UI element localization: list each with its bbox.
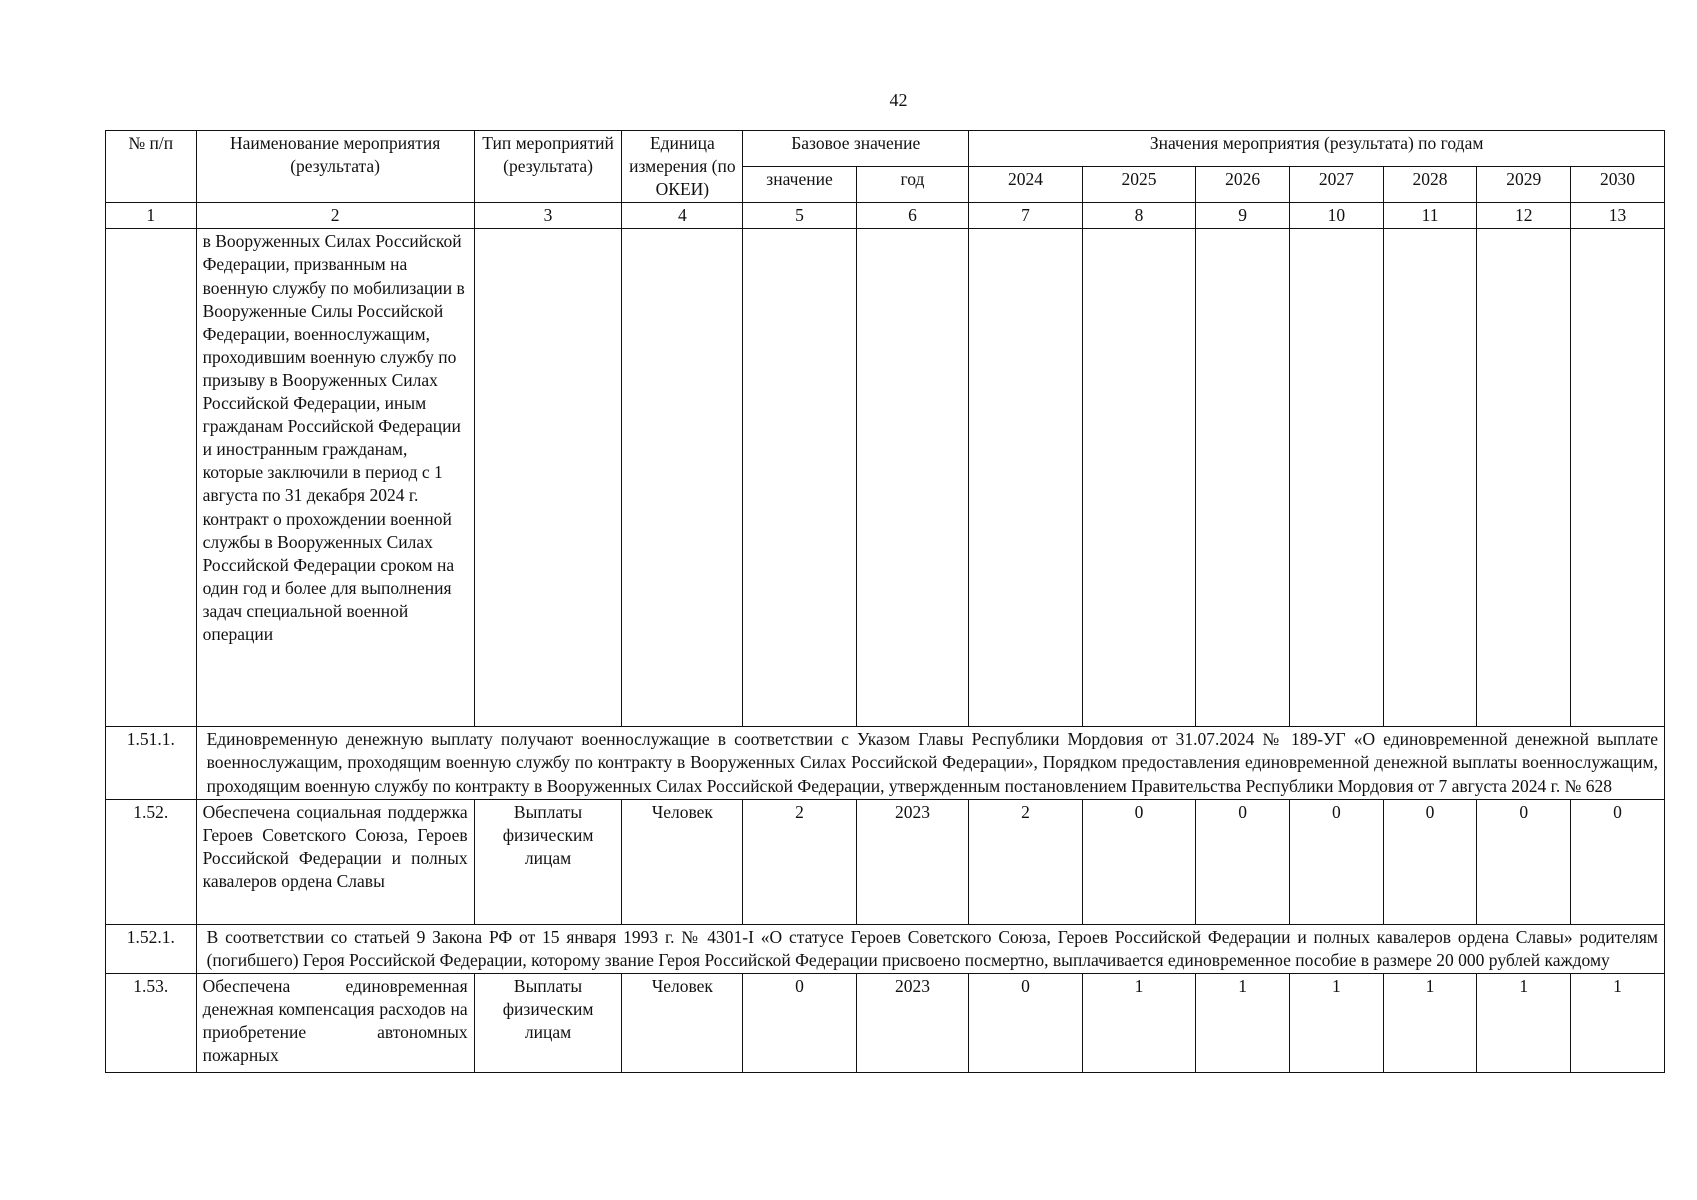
- row-year-value: 1: [1289, 973, 1383, 1072]
- header-base: Базовое значение: [743, 131, 969, 167]
- row-year-value: 1: [1082, 973, 1196, 1072]
- results-table: [105, 130, 1665, 1073]
- row-name: Обеспечена социальная поддержка Героев Советского Союза, Героев Российской Федерации и полных кавалеров ордена Славы: [196, 799, 474, 924]
- row-num: 1.52.1.: [106, 924, 197, 973]
- row-name: Обеспечена единовременная денежная компенсация расходов на приобретение автономных пожарных: [196, 973, 474, 1072]
- header-name: Наименование мероприятия (результата): [196, 131, 474, 203]
- row-num: 1.51.1.: [106, 727, 197, 799]
- header-base-year: год: [856, 167, 968, 203]
- continuation-text: в Вооруженных Силах Российской Федерации, призванным на военную службу по мобилизации в Вооруженные Силы Российской Федерации, военнослужащим, проходившим военную службу по призыву в Вооруженных Силах Российской Федерации, иным гражданам Российской Федерации и иностранным гражданам, которые заключили в период с 1 августа по 31 декабря 2024 г. контракт о прохождении военной службы в Вооруженных Силах Российской Федерации сроком на один год и более для выполнения задач специальной военной операции: [196, 229, 474, 727]
- header-row: [106, 131, 1665, 167]
- note-text: В соответствии со статьей 9 Закона РФ от 15 января 1993 г. № 4301-I «О статусе Героев Советского Союза, Героев Российской Федерации и полных кавалеров ордена Славы» родителям (погибшего) Героя Российской Федерации, которому звание Героя Российской Федерации присвоено посмертно, выплачивается единовременное пособие в размере 20 000 рублей каждому: [196, 924, 1664, 973]
- note-row: [106, 727, 1665, 799]
- page-number: 42: [889, 90, 908, 110]
- continuation-row: [106, 229, 1665, 727]
- column-number: 4: [622, 203, 743, 229]
- column-number: 1: [106, 203, 197, 229]
- column-number: 13: [1571, 203, 1665, 229]
- row-year-value: 2: [969, 799, 1083, 924]
- row-base-value: 2: [743, 799, 857, 924]
- note-row: [106, 924, 1665, 973]
- row-year-value: 0: [1289, 799, 1383, 924]
- row-year-value: 0: [1082, 799, 1196, 924]
- column-number: 9: [1196, 203, 1290, 229]
- column-number: 10: [1289, 203, 1383, 229]
- row-type: Выплаты физическим лицам: [474, 973, 622, 1072]
- note-text: Единовременную денежную выплату получают военнослужащие в соответствии с Указом Главы Республики Мордовия от 31.07.2024 № 189-УГ «О единовременной денежной выплате военнослужащим, проходящим военную службу по контракту в Вооруженных Силах Российской Федерации», Порядком предоставления единовременной денежной выплаты военнослужащим, проходящим военную службу по контракту в Вооруженных Силах Российской Федерации, утвержденным постановлением Правительства Республики Мордовия от 7 августа 2024 г. № 628: [196, 727, 1664, 799]
- row-year-value: 1: [1383, 973, 1477, 1072]
- column-number: 6: [856, 203, 968, 229]
- column-number: 2: [196, 203, 474, 229]
- row-num: 1.53.: [106, 973, 197, 1072]
- row-base-value: 0: [743, 973, 857, 1072]
- column-number: 8: [1082, 203, 1196, 229]
- column-number: 3: [474, 203, 622, 229]
- header-year: 2028: [1383, 167, 1477, 203]
- column-number: 12: [1477, 203, 1571, 229]
- column-number-row: [106, 203, 1665, 229]
- header-num: № п/п: [106, 131, 197, 203]
- row-year-value: 0: [1196, 799, 1290, 924]
- header-year: 2026: [1196, 167, 1290, 203]
- header-type: Тип мероприятий (результата): [474, 131, 622, 203]
- row-type: Выплаты физическим лицам: [474, 799, 622, 924]
- column-number: 5: [743, 203, 857, 229]
- header-years-group: Значения мероприятия (результата) по годам: [969, 131, 1665, 167]
- row-base-year: 2023: [856, 973, 968, 1072]
- header-year: 2030: [1571, 167, 1665, 203]
- header-year: 2024: [969, 167, 1083, 203]
- row-base-year: 2023: [856, 799, 968, 924]
- row-year-value: 0: [1571, 799, 1665, 924]
- column-number: 7: [969, 203, 1083, 229]
- row-year-value: 0: [1383, 799, 1477, 924]
- row-year-value: 1: [1196, 973, 1290, 1072]
- row-unit: Человек: [622, 973, 743, 1072]
- row-year-value: 1: [1571, 973, 1665, 1072]
- column-number: 11: [1383, 203, 1477, 229]
- header-year: 2029: [1477, 167, 1571, 203]
- header-unit: Единица измерения (по ОКЕИ): [622, 131, 743, 203]
- header-base-value: значение: [743, 167, 857, 203]
- row-year-value: 0: [969, 973, 1083, 1072]
- header-year: 2025: [1082, 167, 1196, 203]
- row-year-value: 0: [1477, 799, 1571, 924]
- header-year: 2027: [1289, 167, 1383, 203]
- row-year-value: 1: [1477, 973, 1571, 1072]
- row-unit: Человек: [622, 799, 743, 924]
- table-row: [106, 973, 1665, 1072]
- row-num: 1.52.: [106, 799, 197, 924]
- table-row: [106, 799, 1665, 924]
